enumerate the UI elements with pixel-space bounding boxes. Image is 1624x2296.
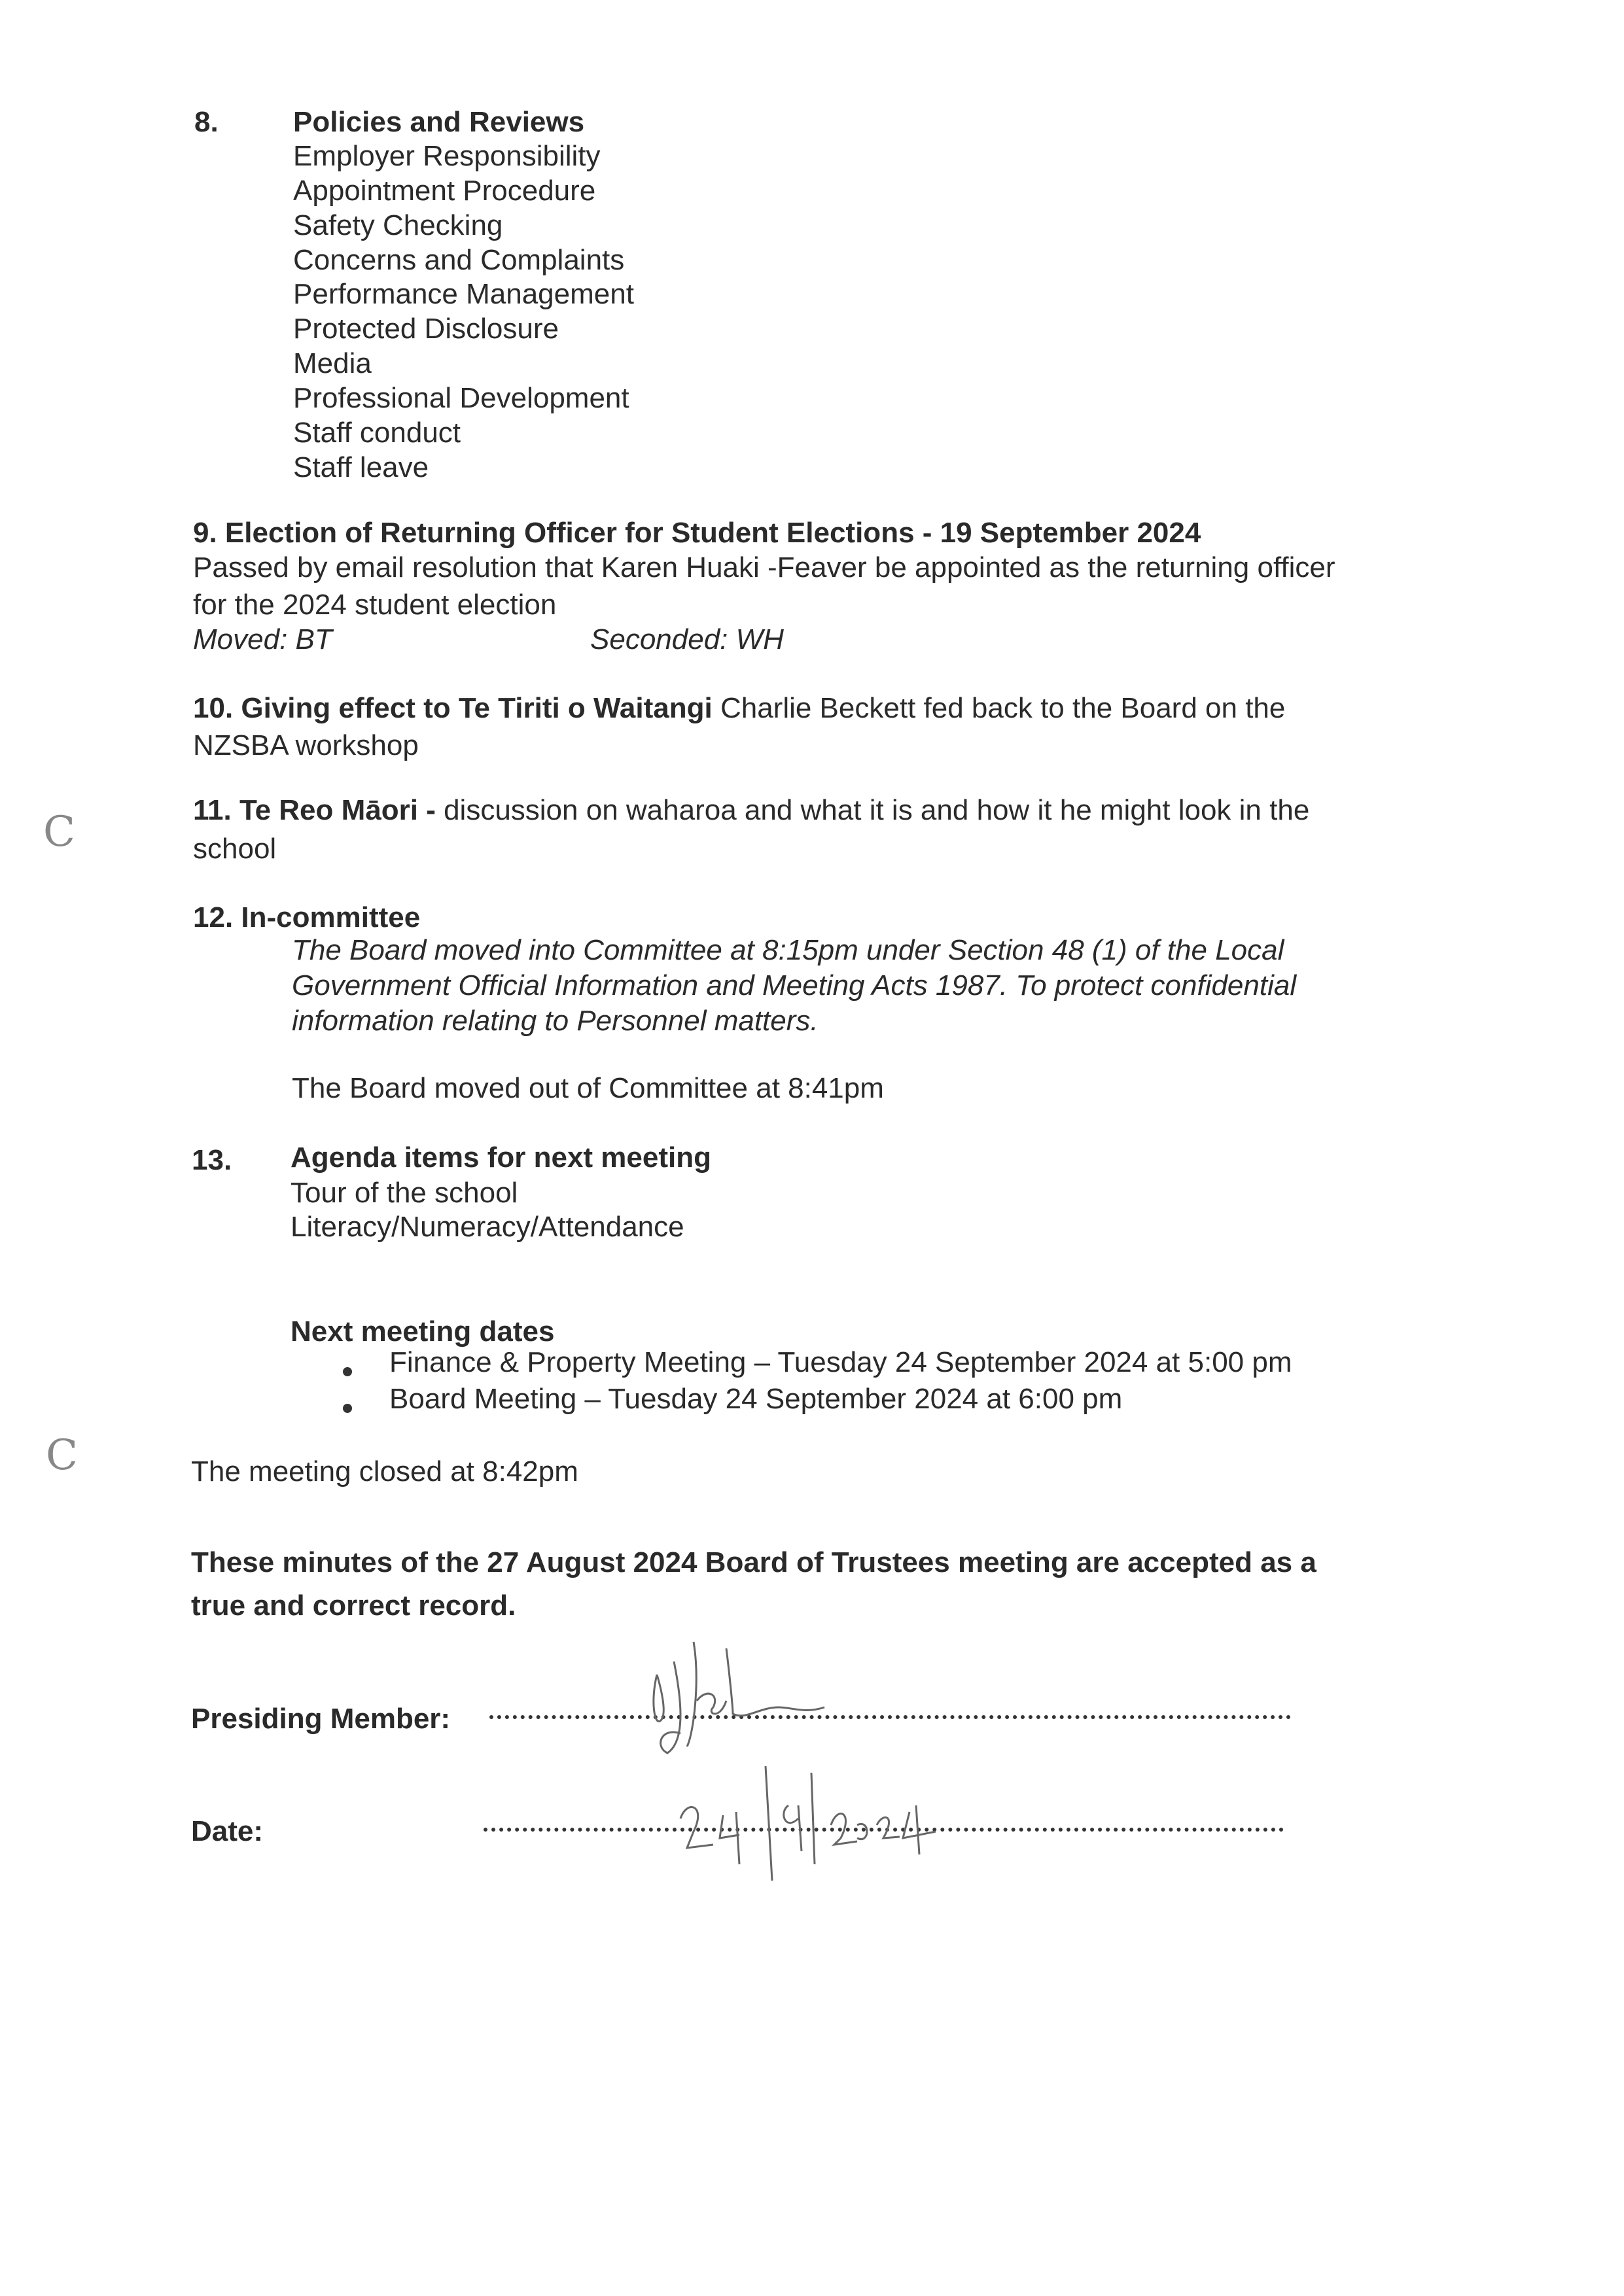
seconded-by: Seconded: WH	[590, 623, 784, 655]
section-11-text: discussion on waharoa and what it is and how it he might look in the	[435, 794, 1310, 826]
handwritten-date	[674, 1740, 1001, 1858]
acceptance-statement: true and correct record.	[191, 1590, 516, 1622]
committee-text: information relating to Personnel matters.	[292, 1005, 819, 1037]
section-12-title: 12. In-committee	[193, 901, 421, 933]
section-10-title: 10. Giving effect to Te Tiriti o Waitangi	[193, 692, 713, 724]
section-8-title: Policies and Reviews	[293, 106, 585, 138]
policy-item: Protected Disclosure	[293, 313, 559, 345]
date-label: Date:	[191, 1815, 264, 1847]
policy-item: Concerns and Complaints	[293, 244, 625, 276]
section-9-text: for the 2024 student election	[193, 589, 557, 621]
scan-mark: C	[43, 808, 75, 856]
presiding-member-label: Presiding Member:	[191, 1703, 451, 1735]
policy-item: Safety Checking	[293, 209, 503, 241]
section-9-title: 9. Election of Returning Officer for Student Elections - 19 September 2024	[193, 517, 1201, 549]
acceptance-statement: These minutes of the 27 August 2024 Board of Trustees meeting are accepted as a	[191, 1546, 1316, 1578]
policy-item: Performance Management	[293, 278, 634, 310]
meeting-closed: The meeting closed at 8:42pm	[191, 1455, 578, 1487]
section-11-title: 11. Te Reo Māori -	[193, 794, 436, 826]
next-meetings-title: Next meeting dates	[291, 1315, 555, 1348]
signature	[648, 1642, 909, 1753]
committee-text: Government Official Information and Meeting Acts 1987. To protect confidential	[292, 969, 1297, 1001]
scan-mark: C	[46, 1431, 78, 1480]
agenda-item: Literacy/Numeracy/Attendance	[291, 1211, 684, 1243]
bullet-icon	[343, 1367, 352, 1376]
section-8-number: 8.	[194, 106, 219, 138]
policy-item: Staff conduct	[293, 417, 461, 449]
committee-text: The Board moved into Committee at 8:15pm under Section 48 (1) of the Local	[292, 934, 1284, 966]
section-10-text: Charlie Beckett fed back to the Board on the	[712, 692, 1286, 724]
section-13-number: 13.	[192, 1144, 232, 1176]
policy-item: Appointment Procedure	[293, 175, 596, 207]
section-10-text: NZSBA workshop	[193, 729, 419, 761]
committee-out: The Board moved out of Committee at 8:41pm	[292, 1072, 884, 1104]
meeting-date-item: Board Meeting – Tuesday 24 September 2024 at 6:00 pm	[389, 1383, 1123, 1415]
section-13-title: Agenda items for next meeting	[291, 1141, 712, 1174]
moved-by: Moved: BT	[193, 623, 332, 655]
bullet-icon	[343, 1404, 352, 1413]
section-11	[193, 793, 1309, 827]
section-10	[193, 691, 1285, 725]
policy-item: Staff leave	[293, 451, 429, 483]
policy-item: Media	[293, 347, 372, 379]
agenda-item: Tour of the school	[291, 1177, 518, 1209]
meeting-date-item: Finance & Property Meeting – Tuesday 24 September 2024 at 5:00 pm	[389, 1346, 1292, 1378]
policy-item: Professional Development	[293, 382, 629, 414]
section-11-text: school	[193, 833, 277, 865]
section-9-text: Passed by email resolution that Karen Huaki -Feaver be appointed as the returning officer	[193, 551, 1335, 583]
policy-item: Employer Responsibility	[293, 140, 601, 172]
